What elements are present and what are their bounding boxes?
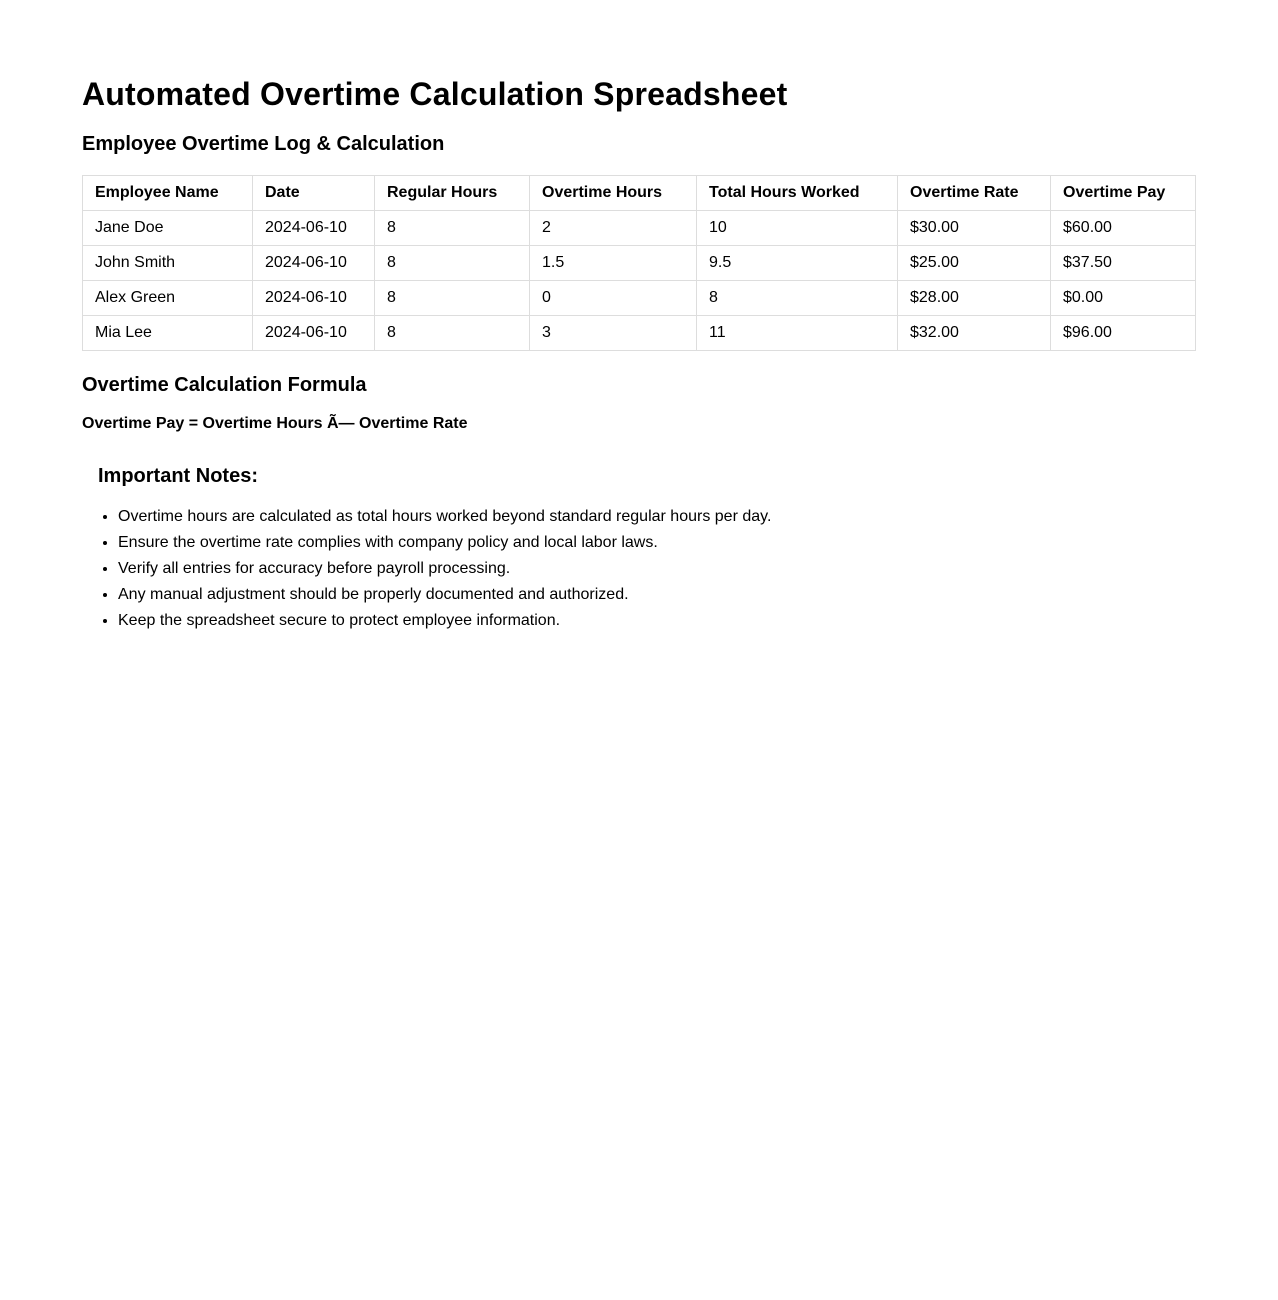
list-item: • Verify all entries for accuracy before payroll processing. [118, 556, 1098, 582]
page-title: Automated Overtime Calculation Spreadsheet [82, 76, 788, 112]
table-row [83, 281, 1196, 316]
list-item: • Keep the spreadsheet secure to protect employee information. [118, 608, 1098, 634]
cell-overtime-pay: $96.00 [1051, 316, 1196, 351]
header-overtime-pay: Overtime Pay [1051, 176, 1196, 211]
table-row [83, 211, 1196, 246]
cell-date: 2024-06-10 [253, 316, 375, 351]
notes-title: Important Notes: [98, 465, 258, 487]
cell-regular-hours: 8 [375, 316, 530, 351]
cell-regular-hours: 8 [375, 281, 530, 316]
list-item: • Any manual adjustment should be properly documented and authorized. [118, 582, 1098, 608]
cell-overtime-pay: $37.50 [1051, 246, 1196, 281]
cell-overtime-hours: 1.5 [530, 246, 697, 281]
cell-regular-hours: 8 [375, 211, 530, 246]
cell-total-hours: 11 [697, 316, 898, 351]
cell-employee-name: Jane Doe [83, 211, 253, 246]
cell-employee-name: Mia Lee [83, 316, 253, 351]
header-overtime-hours: Overtime Hours [530, 176, 697, 211]
cell-employee-name: Alex Green [83, 281, 253, 316]
cell-total-hours: 10 [697, 211, 898, 246]
list-item: • Overtime hours are calculated as total hours worked beyond standard regular hours per day. [118, 504, 1098, 530]
notes-list [98, 504, 1098, 634]
cell-overtime-rate: $25.00 [898, 246, 1051, 281]
cell-regular-hours: 8 [375, 246, 530, 281]
table-row [83, 316, 1196, 351]
cell-overtime-hours: 0 [530, 281, 697, 316]
overtime-log-table [82, 175, 1196, 351]
header-regular-hours: Regular Hours [375, 176, 530, 211]
cell-overtime-rate: $28.00 [898, 281, 1051, 316]
header-date: Date [253, 176, 375, 211]
cell-employee-name: John Smith [83, 246, 253, 281]
cell-total-hours: 8 [697, 281, 898, 316]
header-employee-name: Employee Name [83, 176, 253, 211]
list-item: • Ensure the overtime rate complies with company policy and local labor laws. [118, 530, 1098, 556]
cell-overtime-hours: 2 [530, 211, 697, 246]
cell-date: 2024-06-10 [253, 211, 375, 246]
cell-overtime-pay: $60.00 [1051, 211, 1196, 246]
cell-overtime-rate: $32.00 [898, 316, 1051, 351]
cell-overtime-hours: 3 [530, 316, 697, 351]
cell-overtime-rate: $30.00 [898, 211, 1051, 246]
table-header-row [83, 176, 1196, 211]
header-total-hours: Total Hours Worked [697, 176, 898, 211]
table-row [83, 246, 1196, 281]
cell-date: 2024-06-10 [253, 281, 375, 316]
log-section-title: Employee Overtime Log & Calculation [82, 133, 445, 155]
important-notes [82, 458, 1098, 634]
formula-text: Overtime Pay = Overtime Hours Ã— Overtime Rate [82, 415, 468, 432]
cell-total-hours: 9.5 [697, 246, 898, 281]
header-overtime-rate: Overtime Rate [898, 176, 1051, 211]
formula-section-title: Overtime Calculation Formula [82, 374, 367, 396]
cell-date: 2024-06-10 [253, 246, 375, 281]
cell-overtime-pay: $0.00 [1051, 281, 1196, 316]
